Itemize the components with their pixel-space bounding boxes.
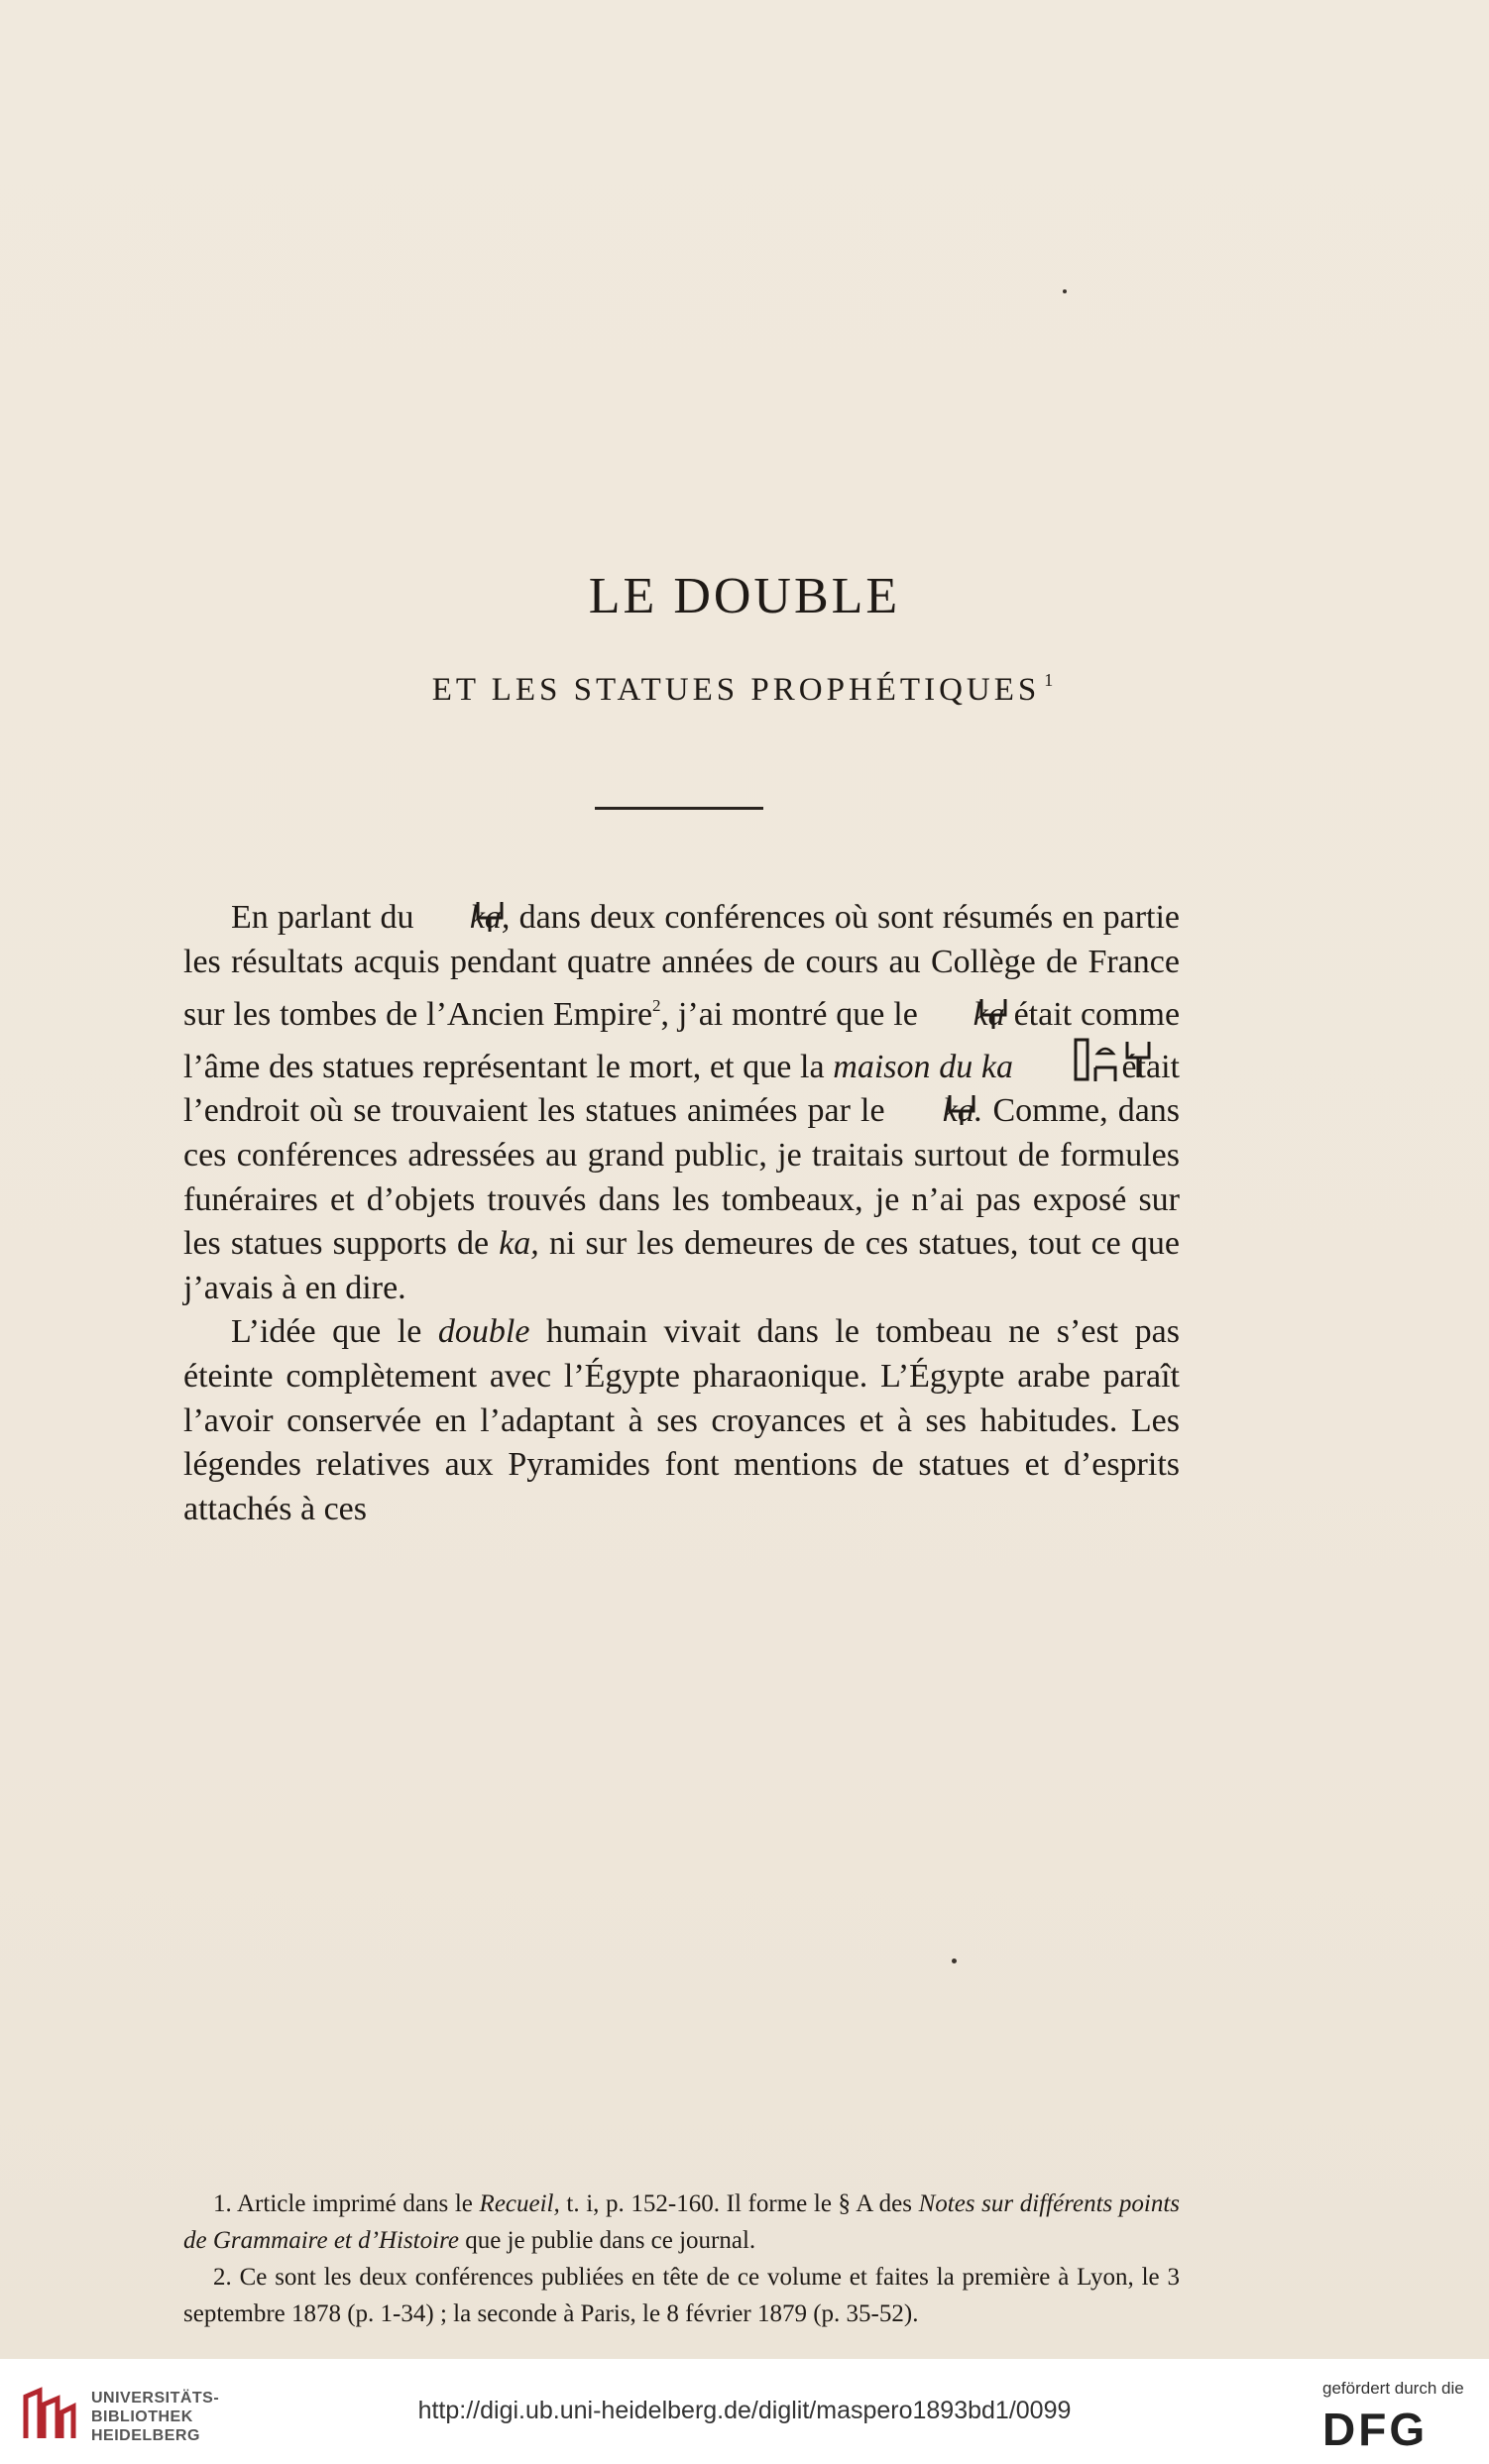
ka-hieroglyph-icon [427, 900, 457, 930]
p1-text-i: ka. [942, 1092, 983, 1130]
funding-caption: gefördert durch die [1322, 2379, 1464, 2398]
p1-text-l: ni sur les demeures de ces statues, tout ce que j’avais à en dire. [183, 1225, 1181, 1306]
fn1-text-e: que je publie dans ce journal. [465, 2227, 756, 2254]
p2-text-b: double [437, 1313, 530, 1351]
paragraph-2 [183, 1310, 1180, 1531]
footnotes [183, 2185, 1180, 2332]
body-text [183, 896, 1180, 1531]
library-name-line-3: HEIDELBERG [91, 2427, 200, 2444]
house-of-ka-hieroglyph-icon [1026, 1038, 1109, 1067]
p2-text-a: L’idée que le [231, 1313, 422, 1351]
p1-text-h: était l’endroit où se trouvaient les statues animées par le [183, 1048, 1180, 1130]
ka-hieroglyph-icon [899, 1093, 929, 1123]
ka-hieroglyph-icon [931, 997, 961, 1027]
fn1-text-a: 1. Article imprimé dans le [213, 2190, 473, 2217]
subtitle-text: ET LES STATUES PROPHÉTIQUES [431, 672, 1041, 708]
speck [952, 1959, 957, 1963]
footnote-2: 2. Ce sont les deux conférences publiées en tête de ce volume et faites la première à Lyon, le 3 septembre 1878 (p. 1-34) ; la seconde à Paris, le 8 février 1879 (p. 35-52). [183, 2264, 1180, 2327]
p1-text-g: maison du ka [833, 1048, 1014, 1085]
page-title: LE DOUBLE [588, 568, 901, 624]
fn1-text-b: Recueil, [479, 2190, 560, 2217]
page-subtitle [0, 670, 1489, 709]
library-name-line-1: UNIVERSITÄTS- [91, 2390, 220, 2407]
paragraph-1 [183, 896, 1180, 1310]
p1-text-b: ka, [469, 899, 511, 936]
p1-text-f: était comme l’âme des statues représentant le mort, et que la [183, 996, 1181, 1085]
library-name-line-2: BIBLIOTHEK [91, 2408, 193, 2425]
p1-text-k: ka, [499, 1225, 539, 1263]
fn1-text-c: t. i, p. 152-160. Il forme le § A des [566, 2190, 912, 2217]
footer-bar [0, 2359, 1489, 2464]
p1-text-a: En parlant du [231, 899, 414, 936]
fn1-text-d: Notes sur différents points de Grammaire et d’Histoire [183, 2190, 1181, 2254]
subtitle-footnote-marker: 1 [1044, 670, 1058, 690]
speck [1063, 289, 1067, 293]
p2-text-c: humain vivait dans le tombeau ne s’est pas éteinte complètement avec l’Égypte pharaonique. L’Égypte arabe paraît l’avoir conservée en l’adaptant à ses croyances et à ses habitudes. Les légendes relatives aux Pyramides font mentions de statues et d’esprits attachés à ces [183, 1313, 1180, 1527]
footnote-1 [183, 2185, 1180, 2259]
title-divider [595, 807, 763, 810]
p1-text-j: Comme, dans ces conférences adressées au grand public, je traitais surtout de formules funéraires et d’objets trouvés dans les tombeaux, je n’ai pas exposé sur les statues supports de [183, 1092, 1181, 1263]
p1-text-c: dans deux conférences où sont résumés en partie les résultats acquis pendant quatre années de cours au Collège de France sur les tombes de l’Ancien Empire [183, 899, 1181, 1034]
p1-text-e: ka [973, 996, 1005, 1034]
p1-text-d: , j’ai montré que le [660, 996, 918, 1034]
permalink-url[interactable]: http://digi.ub.uni-heidelberg.de/diglit/maspero1893bd1/0099 [417, 2397, 1072, 2424]
dfg-logo: DFG [1322, 2404, 1429, 2455]
p1-footnote-marker: 2 [652, 996, 661, 1016]
